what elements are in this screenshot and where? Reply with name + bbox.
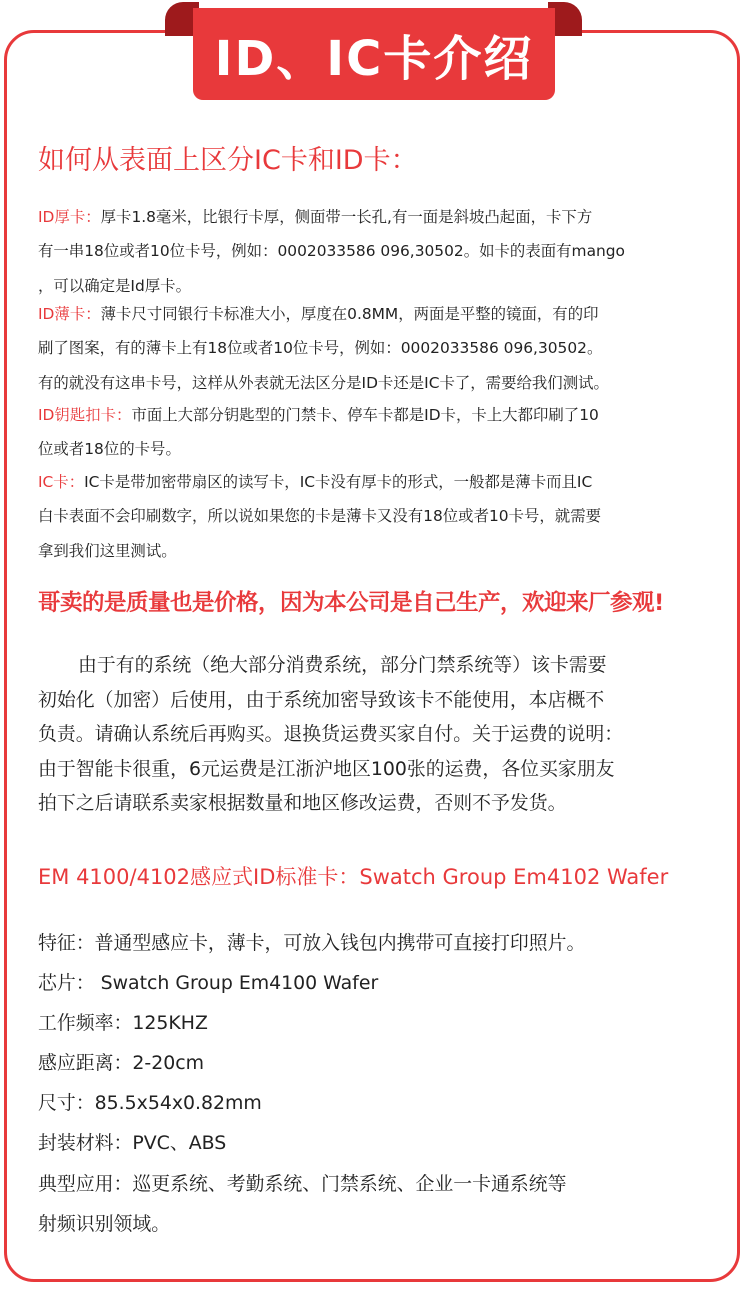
card-type-text: 位或者18位的卡号。 (38, 440, 181, 459)
notice-line: 负责。请确认系统后再购买。退换货运费买家自付。关于运费的说明： (38, 723, 624, 745)
spec-item: 典型应用：巡更系统、考勤系统、门禁系统、企业一卡通系统等 (38, 1172, 567, 1195)
card-type-text: 拿到我们这里测试。 (38, 541, 177, 560)
card-type-text: IC卡是带加密带扇区的读写卡，IC卡没有厚卡的形式，一般都是薄卡而且IC (84, 473, 593, 491)
banner-title: ID、IC卡介绍 (214, 30, 534, 87)
notice-line: 由于有的系统（绝大部分消费系统，部分门禁系统等）该卡需要 (78, 654, 607, 676)
spec-item: 工作频率：125KHZ (38, 1012, 208, 1035)
card-type-text: 有一串18位或者10位卡号，例如：0002033586 096,30502。如卡的表面有mango (38, 242, 625, 261)
card-type-label: IC卡： (38, 473, 85, 491)
card-type-thin-id (38, 297, 728, 400)
title-banner (193, 8, 555, 100)
card-type-text: 刷了图案，有的薄卡上有18位或者10位卡号，例如：0002033586 096,30502。 (38, 339, 603, 358)
card-type-text: 市面上大部分钥匙型的门禁卡、停车卡都是ID卡，卡上大都印刷了10 (131, 406, 599, 424)
spec-item: 芯片： Swatch Group Em4100 Wafer (38, 972, 379, 995)
spec-item: 尺寸：85.5x54x0.82mm (38, 1092, 262, 1115)
card-type-label: ID钥匙扣卡： (38, 406, 132, 424)
notice-paragraph (38, 648, 728, 821)
slogan: 哥卖的是质量也是价格，因为本公司是自己生产，欢迎来厂参观! (38, 590, 664, 616)
notice-line: 拍下之后请联系卖家根据数量和地区修改运费，否则不予发货。 (38, 792, 567, 814)
spec-item: 特征：普通型感应卡，薄卡，可放入钱包内携带可直接打印照片。 (38, 932, 586, 954)
card-type-text: 厚卡1.8毫米，比银行卡厚，侧面带一长孔,有一面是斜坡凸起面，卡下方 (100, 208, 593, 226)
card-type-text: 有的就没有这串卡号，这样从外表就无法区分是ID卡还是IC卡了，需要给我们测试。 (38, 373, 609, 392)
card-type-thick-id (38, 200, 728, 303)
card-type-keyfob-id (38, 398, 728, 467)
spec-item: 感应距离：2-20cm (38, 1052, 204, 1075)
product-title: EM 4100/4102感应式ID标准卡：Swatch Group Em4102 Wafer (38, 865, 669, 889)
card-type-text: ，可以确定是Id厚卡。 (38, 276, 191, 295)
spec-item: 封装材料：PVC、ABS (38, 1132, 227, 1155)
spec-list (38, 923, 728, 1244)
spec-item: 射频识别领域。 (38, 1212, 171, 1235)
card-type-label: ID厚卡： (38, 208, 101, 226)
card-type-text: 白卡表面不会印刷数字，所以说如果您的卡是薄卡又没有18位或者10卡号，就需要 (38, 507, 602, 526)
card-type-text: 薄卡尺寸同银行卡标准大小，厚度在0.8MM，两面是平整的镜面，有的印 (100, 305, 599, 323)
section-heading: 如何从表面上区分IC卡和ID卡： (38, 145, 418, 176)
card-type-ic (38, 465, 728, 568)
notice-line: 由于智能卡很重，6元运费是江浙沪地区100张的运费，各位买家朋友 (38, 757, 615, 780)
card-type-label: ID薄卡： (38, 305, 101, 323)
notice-line: 初始化（加密）后使用，由于系统加密导致该卡不能使用，本店概不 (38, 688, 605, 711)
